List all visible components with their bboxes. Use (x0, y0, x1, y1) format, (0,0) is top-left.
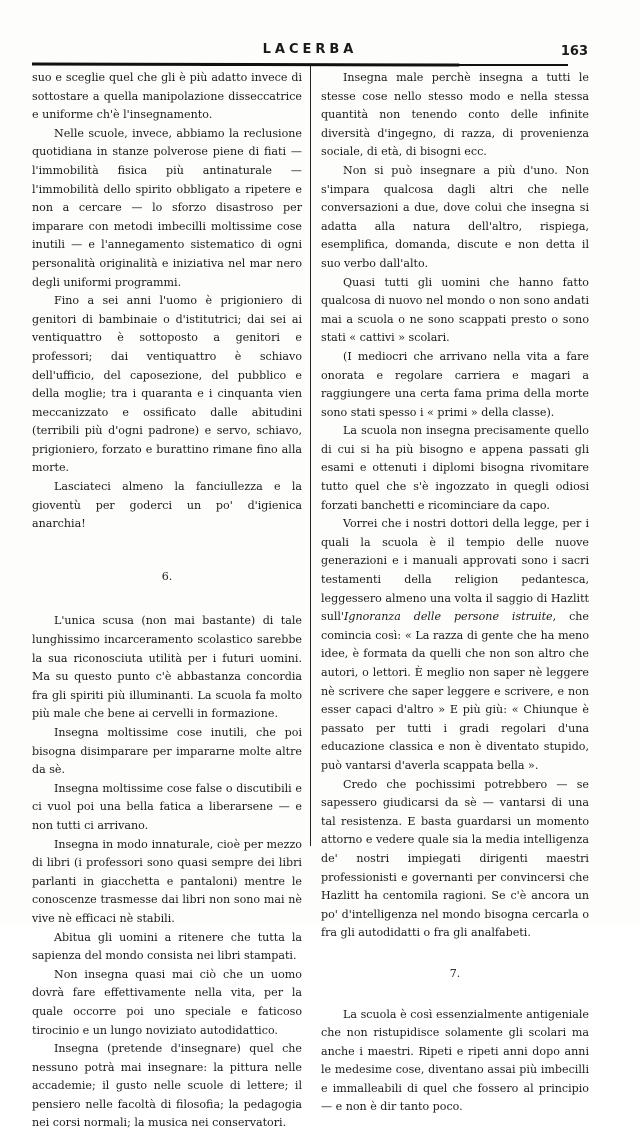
paragraph: (I mediocri che arrivano nella vita a fare onorata e regolare carriera e magari a raggiungere una certa fama prima della morte sono stati spesso i « primi » della classe). (321, 349, 589, 419)
header-rule-right (200, 64, 568, 66)
paragraph: La scuola non insegna precisamente quello di cui si ha più bisogno e appena passati gli esami e ottenuti i diplomi bisogna rivomitare tutto quel che s'è ingozzato in quegli odiosi forzati banchetti e ricominciare da capo. (321, 424, 589, 512)
paragraph: Insegna moltissime cose false o discutibili e ci vuol poi una bella fatica a liberarsene — e non tutti ci arrivano. (32, 781, 302, 832)
paragraph: Credo che pochissimi potrebbero — se sapessero giudicarsi da sè — vantarsi di una tal resistenza. E basta guardarsi un momento attorno e vedere quale sia la media intelligenza de' nostri impiegati dirigenti maestri professionisti e governanti per convincersi che Hazlitt ha centomila ragioni. Se c'è ancora un po' d'intelligenza nel mondo bisogna cercarla o fra gli autodidatti o fra gli analfabeti. (321, 777, 589, 940)
paragraph: La scuola è così essenzialmente antigeniale che non ristupidisce solamente gli scolari ma anche i maestri. Ripeti e ripeti anni dopo anni le medesime cose, diventano assai più imbecilli e immalleabili di quel che fossero al principio — e non è dir tanto poco. (321, 1007, 589, 1114)
paragraph: Fino a sei anni l'uomo è prigioniero di genitori di bambinaie o d'istitutrici; dai sei ai ventiquattro è sottoposto a genitori e professori; dai ventiquattro è schiavo dell'ufficio, del caposezione, del pubblico e della moglie; tra i quaranta e i cinquanta vien meccanizzato e ossificato dalle abitudini (terribili più d'ogni padrone) e servo, schiavo, prigioniero, forzato e burattino rimane fino alla morte. (32, 294, 302, 475)
hazlitt-paragraph (321, 515, 589, 775)
book-title: Ignoranza delle persone istruite (343, 610, 553, 624)
left-column (32, 69, 302, 1133)
section-heading-6: 6. (161, 569, 173, 583)
page-number: 163 (560, 44, 588, 59)
paragraph: Insegna male perchè insegna a tutti le stesse cose nello stesso modo e nella stessa quantità non tenendo conto delle infinite diversità d'ingegno, di razza, di provenienza sociale, di età, di bisogni ecc. (321, 71, 589, 159)
paragraph: Non insegna quasi mai ciò che un uomo dovrà fare effettivamente nella vita, per la quale occorre poi uno speciale e faticoso tirocinio e un lungo noviziato autodidattico. (32, 967, 302, 1037)
paragraph: Quasi tutti gli uomini che hanno fatto qualcosa di nuovo nel mondo o non sono andati mai a scuola o ne sono scappati presto o sono stati « cattivi » scolari. (321, 275, 589, 345)
paragraph: L'unica scusa (non mai bastante) di tale lunghissimo incarceramento scolastico sarebbe la sua riconosciuta utilità per i futuri uomini. Ma su questo punto c'è abbastanza concordia fra gli spiriti più illuminanti. La scuola fa molto più male che bene ai cervelli in formazione. (32, 614, 302, 721)
text-run: , che comincia così: « La razza di gente che ha meno idee, è formata da quelli che non son altro che autori, o lettori. È meglio non saper nè leggere nè scrivere che saper leggere e scrivere, e non esser capaci d'altro » E più giù: « Chiunque è passato per tutti i gradi regolari d'una educazione classica e non è diventato stupido, può vantarsi d'averla scappata bella ». (321, 610, 589, 772)
paragraph: suo e sceglie quel che gli è più adatto invece di sottostare a quella manipolazione disseccatrice e uniforme ch'è l'insegnamento. (32, 71, 302, 122)
paragraph: Lasciateci almeno la fanciullezza e la gioventù per goderci un po' d'igienica anarchia! (32, 480, 302, 531)
paragraph: Nelle scuole, invece, abbiamo la reclusione quotidiana in stanze polverose piene di fiati — l'immobilità fisica più antinaturale — l'immobilità dello spirito obbligato a ripetere e non a cercare — lo sforzo disastroso per imparare con metodi imbecilli moltissime cose inutili — e l'annegamento sistematico di ogni personalità originalità e iniziativa nel mar nero degli uniformi programmi. (32, 126, 302, 289)
paragraph: Non si può insegnare a più d'uno. Non s'impara qualcosa dagli altri che nelle conversazioni a due, dove colui che insegna si adatta alla natura dell'altro, rispiega, esemplifica, domanda, discute e non detta il suo verbo dall'alto. (321, 163, 589, 270)
column-divider (310, 66, 311, 846)
paragraph: Insegna (pretende d'insegnare) quel che nessuno potrà mai insegnare: la pittura nelle accademie; il gusto nelle scuole di lettere; il pensiero nelle facoltà di filosofia; la pedagogia nei corsi normali; la musica nei conservatori. (32, 1042, 302, 1130)
text-run: Vorrei che i nostri dottori della legge, per i quali la scuola è il tempio delle nuove generazioni e i manuali approvati sono i sacri testamenti della religion pedantesca, leggessero almeno una volta il saggio di Hazlitt sull' (321, 517, 589, 624)
paragraph: Insegna moltissime cose inutili, che poi bisogna disimparare per impararne molte altre da sè. (32, 726, 302, 777)
section-heading-7: 7. (449, 966, 461, 980)
masthead-title: LACERBA (262, 42, 358, 57)
right-column (321, 69, 589, 1117)
paragraph: Abitua gli uomini a ritenere che tutta la sapienza del mondo consista nei libri stampati. (32, 930, 302, 963)
paragraph: Insegna in modo innaturale, cioè per mezzo di libri (i professori sono quasi sempre dei libri parlanti in giacchetta e pantaloni) mentre le conoscenze trasmesse dai libri non sono mai nè vive nè efficaci nè stabili. (32, 837, 302, 925)
